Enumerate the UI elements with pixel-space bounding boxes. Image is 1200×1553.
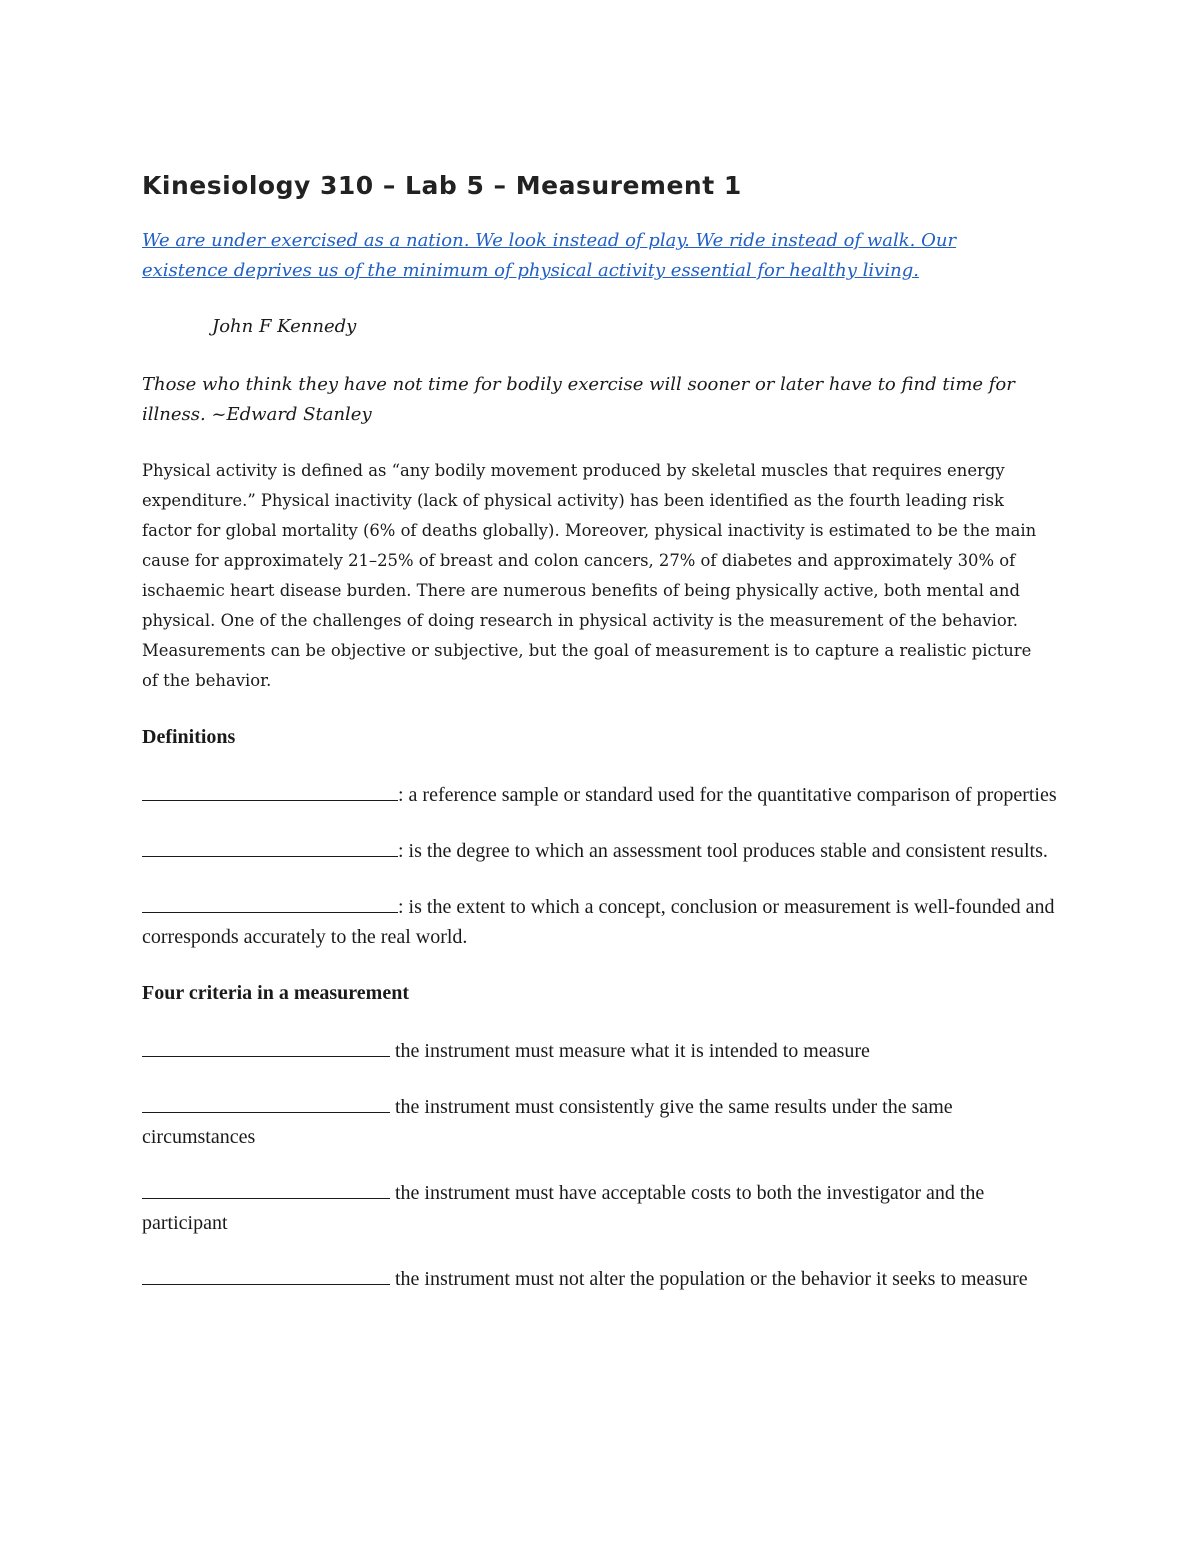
kennedy-quote-link[interactable]: We are under exercised as a nation. We look instead of play. We ride instead of walk. Our existence deprives us of the minimum of physical activity essential for healthy living.: [142, 230, 957, 281]
fill-in-blank[interactable]: [142, 1092, 390, 1113]
criteria-text: the instrument must consistently give the same results under the same circumstances: [142, 1096, 953, 1148]
document-page: [142, 168, 1062, 1294]
fill-in-blank[interactable]: [142, 1178, 390, 1199]
fill-in-blank[interactable]: [142, 1036, 390, 1057]
definition-text: : a reference sample or standard used for the quantitative comparison of properties: [398, 784, 1057, 806]
definition-text: : is the extent to which a concept, conclusion or measurement is well-founded and corresponds accurately to the real world.: [142, 896, 1055, 948]
definition-text: : is the degree to which an assessment tool produces stable and consistent results.: [398, 840, 1048, 862]
kennedy-attribution: John F Kennedy: [212, 316, 357, 337]
criteria-text: the instrument must have acceptable costs to both the investigator and the participant: [142, 1182, 985, 1234]
definition-item-standard: [142, 780, 1057, 810]
stanley-quote: Those who think they have not time for bodily exercise will sooner or later have to find time for illness. ~Edward Stanley: [142, 374, 1015, 425]
criteria-heading: Four criteria in a measurement: [142, 982, 409, 1004]
criteria-item-validity: [142, 1036, 1057, 1066]
document-title: Kinesiology 310 – Lab 5 – Measurement 1: [142, 171, 742, 200]
fill-in-blank[interactable]: [142, 892, 398, 913]
criteria-text: the instrument must measure what it is intended to measure: [390, 1040, 870, 1062]
criteria-item-feasibility: [142, 1178, 1057, 1238]
fill-in-blank[interactable]: [142, 836, 398, 857]
criteria-item-reliability: [142, 1092, 1057, 1152]
criteria-text: the instrument must not alter the population or the behavior it seeks to measure: [390, 1268, 1028, 1290]
criteria-item-non-reactivity: [142, 1264, 1057, 1294]
definition-item-validity: [142, 892, 1057, 952]
definition-item-reliability: [142, 836, 1057, 866]
fill-in-blank[interactable]: [142, 1264, 390, 1285]
fill-in-blank[interactable]: [142, 780, 398, 801]
intro-paragraph: Physical activity is defined as “any bodily movement produced by skeletal muscles that requires energy expenditure.” Physical inactivity (lack of physical activity) has been identified as the fourth leading risk factor for global mortality (6% of deaths globally). Moreover, physical inactivity is estimated to be the main cause for approximately 21–25% of breast and colon cancers, 27% of diabetes and approximately 30% of ischaemic heart disease burden. There are numerous benefits of being physically active, both mental and physical. One of the challenges of doing research in physical activity is the measurement of the behavior. Measurements can be objective or subjective, but the goal of measurement is to capture a realistic picture of the behavior.: [142, 461, 1037, 690]
definitions-heading: Definitions: [142, 726, 236, 748]
